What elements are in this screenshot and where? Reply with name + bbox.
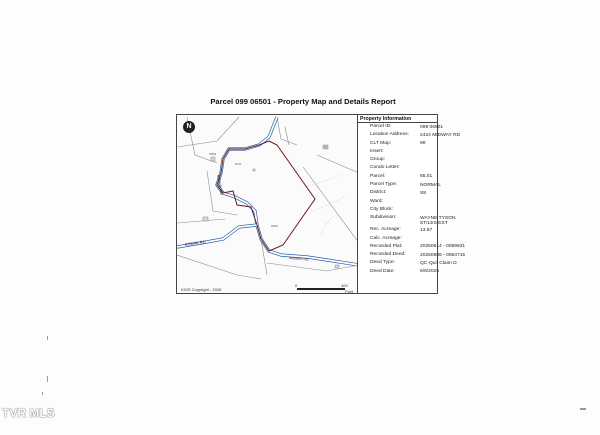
property-row (358, 156, 437, 164)
property-value: 13.57 (420, 227, 433, 233)
map-drawing (177, 115, 358, 294)
property-value: 6/6/2025 (420, 269, 440, 275)
property-label: Subdivision: (370, 215, 397, 221)
property-value: QC-Quit Claim D (420, 260, 457, 266)
road-label: MIDWAY RD (216, 174, 224, 196)
parcel-map (176, 114, 358, 294)
property-label: City Block: (370, 206, 394, 212)
property-label: Calc. Acreage: (370, 235, 402, 241)
property-row (358, 198, 437, 206)
svg-text:06502: 06502 (209, 153, 217, 156)
property-row (358, 173, 437, 181)
property-label: Recorded Plat: (370, 243, 403, 249)
property-value: 20250606 - 0064715 (420, 252, 466, 258)
scan-mark (47, 336, 48, 340)
scale-start-label: 0 (295, 283, 298, 288)
scale-bar (297, 288, 345, 290)
property-label: Ward: (370, 198, 383, 204)
scale-end-label: 400 (341, 283, 348, 288)
property-label: Deed Type: (370, 260, 395, 266)
property-row (358, 123, 444, 131)
property-value: 2424 MIDWAY RD (420, 132, 461, 138)
property-label: Condo Letter: (370, 165, 400, 171)
property-row (358, 164, 437, 172)
property-label: CLT Map: (370, 140, 392, 146)
property-row (358, 251, 466, 259)
property-row (358, 235, 437, 243)
property-information-panel (358, 114, 466, 294)
svg-text:65.01: 65.01 (235, 163, 242, 166)
property-label: Group: (370, 157, 385, 163)
property-label: Insert: (370, 148, 384, 154)
property-row (358, 140, 437, 148)
svg-text:06501: 06501 (271, 225, 279, 228)
property-row (358, 226, 437, 234)
scan-mark (42, 392, 43, 395)
property-row (358, 243, 466, 251)
property-row (358, 206, 437, 214)
property-label: Parcel Type: (370, 182, 398, 188)
property-label: Parcel: (370, 173, 386, 179)
scale-unit-label: Feet (345, 289, 354, 294)
map-copyright: KGIS Copyright - 2026 (181, 287, 222, 292)
property-row (358, 189, 437, 197)
property-value: 099 06501 (420, 124, 444, 130)
property-label: Location Address: (370, 132, 409, 138)
property-label: District: (370, 190, 387, 196)
property-rows (358, 123, 466, 276)
scan-mark (580, 408, 586, 410)
mls-watermark-logo: TVR MLS (2, 406, 55, 420)
property-value: NORMAL (420, 182, 441, 188)
road-label: KODAK RD (184, 239, 206, 247)
property-label: Rec. Acreage: (370, 227, 401, 233)
road-label: MIDWAY RD (288, 256, 309, 262)
property-row (358, 148, 437, 156)
report-title: Parcel 099 06501 - Property Map and Details Report (210, 97, 396, 106)
property-row (358, 131, 461, 139)
property-value: 99 (420, 141, 426, 147)
property-information-header: Property Information (358, 115, 437, 123)
property-label: Deed Date: (370, 268, 395, 274)
property-label: Recorded Deed: (370, 252, 406, 258)
map-footer (177, 283, 358, 294)
report-frame (176, 114, 466, 294)
property-value: 65.01 (420, 174, 433, 180)
property-label: Parcel ID: (370, 124, 392, 129)
property-row (358, 214, 456, 226)
property-row (358, 259, 457, 267)
property-value: 20250514 - 0059631 (420, 244, 466, 250)
property-value: S8 (420, 190, 426, 196)
property-row (358, 268, 440, 276)
scan-mark (47, 376, 48, 382)
property-value: WAYNE TYSON STILES EST (420, 215, 456, 226)
property-row (358, 181, 441, 189)
north-arrow-icon: N (183, 121, 195, 133)
